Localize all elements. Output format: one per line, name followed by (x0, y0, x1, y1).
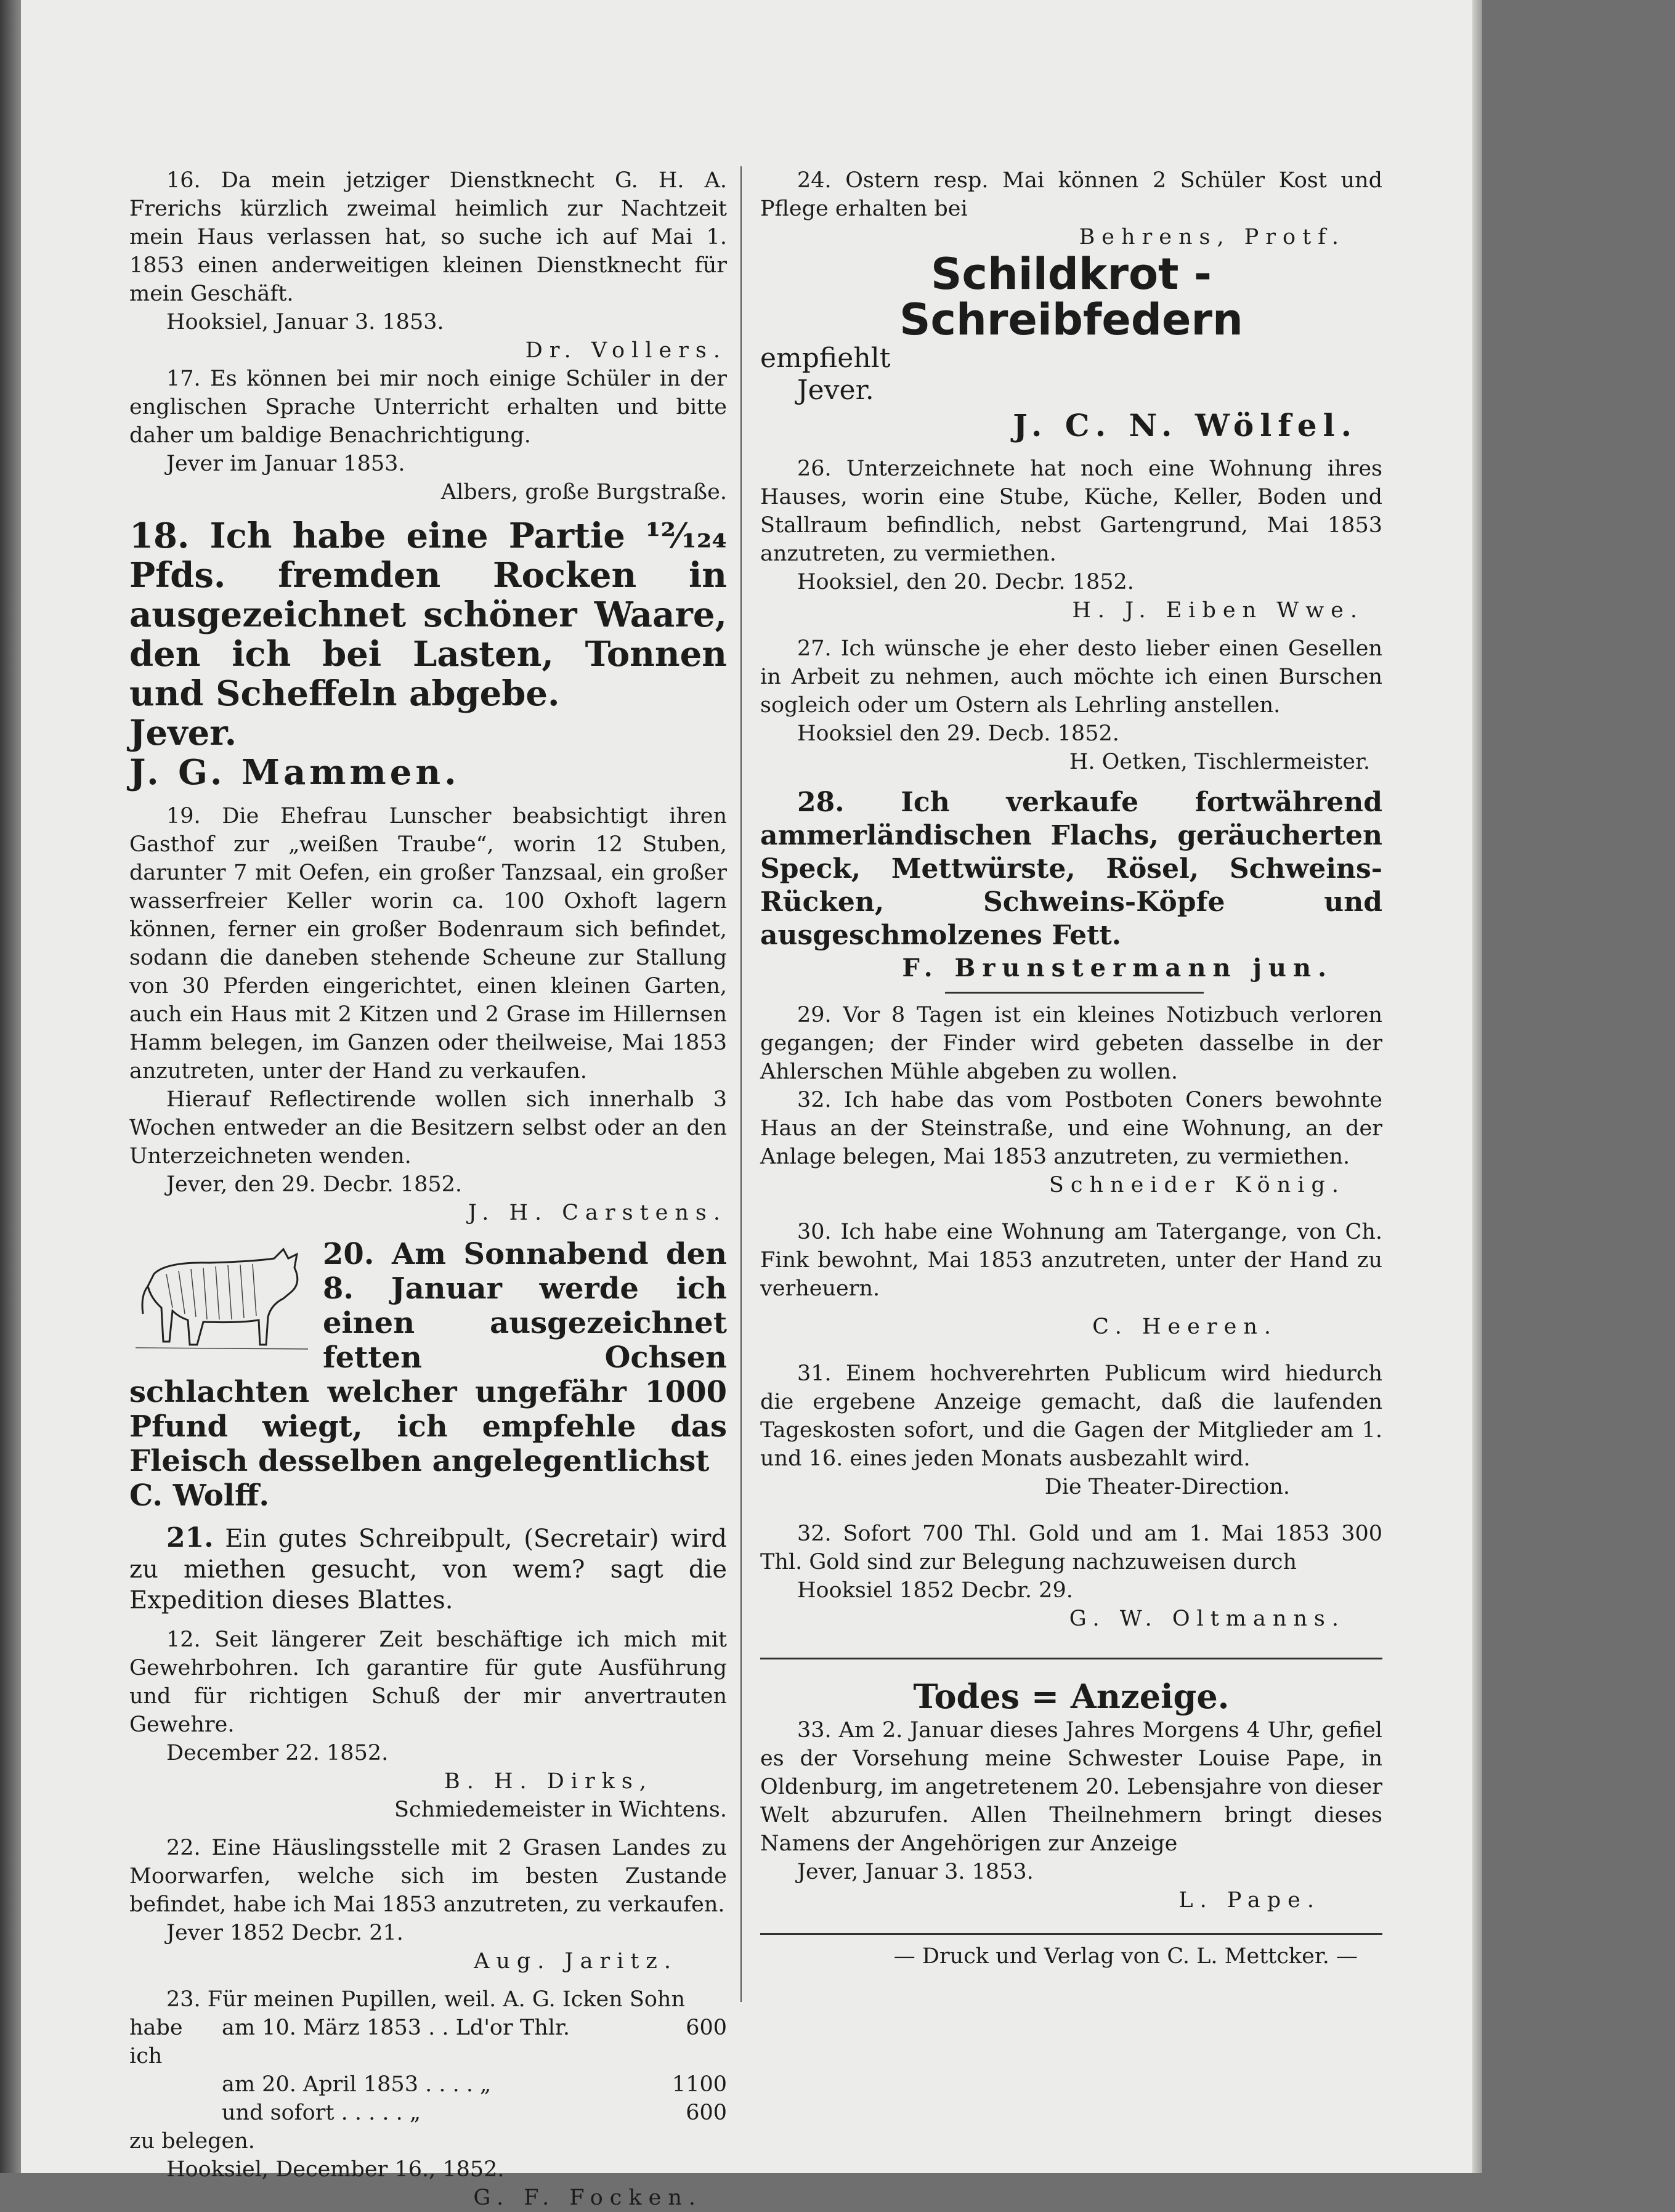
ad-26 (760, 455, 1382, 625)
ad-33-signature: L. Pape. (1178, 1888, 1321, 1913)
ad-16-signature: Dr. Vollers. (525, 338, 727, 363)
ad-17-place: Jever im Januar 1853. (166, 452, 405, 476)
ad-18 (129, 516, 727, 792)
ad-32a-signature: Schneider König. (1048, 1173, 1345, 1197)
ad-19-text: 19. Die Ehefrau Lunscher beabsichtigt ihren Gasthof zur „weißen Traube“, worin 12 Stuben, darunter 7 mit Oefen, ein großer Tanzsaal, ein großer wasserfreier Keller worin ca. 100 Oxhoft lagern können, ferner ein großer Bodenraum sich befindet, sodann die daneben stehende Scheune zur Stallung von 30 Pferden eingerichtet, einen kleinen Garten, auch ein Haus mit 2 Kitzen und 2 Grase im Hillernsen Hamm belegen, im Ganzen oder theilweise, Mai 1853 anzutreten, unter der Hand zu verkaufen. (129, 804, 727, 1084)
ad-23-row (129, 2099, 727, 2127)
ad-25-text: empfiehlt (760, 342, 891, 374)
ad-22-signature: Aug. Jaritz. (474, 1949, 678, 1974)
imprint-footer: — Druck und Verlag von C. L. Mettcker. — (893, 1944, 1358, 1969)
ad-21-text: Ein gutes Schreibpult, (Secretair) wird zu miethen gesucht, von wem? sagt die Expedition dieses Blattes. (129, 1525, 727, 1614)
ad-23-row-desc: am 20. April 1853 . . . . „ (222, 2072, 492, 2097)
ad-26-place: Hooksiel, den 20. Decbr. 1852. (797, 570, 1134, 594)
ad-19-place: Jever, den 29. Decbr. 1852. (166, 1172, 463, 1197)
ad-24-text: 24. Ostern resp. Mai können 2 Schüler Kost und Pflege erhalten bei (760, 168, 1382, 221)
ad-27-signature: H. Oetken, Tischlermeister. (1069, 750, 1370, 774)
ad-24-signature: Behrens, Protf. (1079, 225, 1345, 249)
ad-23 (129, 1985, 727, 2212)
column-divider (740, 166, 742, 2002)
ad-23-signature: G. F. Focken. (473, 2186, 702, 2210)
ad-12-signature: B. H. Dirks, (444, 1769, 653, 1794)
ad-26-text: 26. Unterzeichnete hat noch eine Wohnung ihres Hauses, worin eine Stube, Küche, Keller, Boden und Stallraum befindlich, nebst Gartengrund, Mai 1853 anzutreten, zu vermiethen. (760, 456, 1382, 566)
ad-33-place: Jever, Januar 3. 1853. (797, 1860, 1034, 1884)
ad-22 (129, 1834, 727, 1975)
ad-27-text: 27. Ich wünsche je eher desto lieber einen Gesellen in Arbeit zu nehmen, auch möchte ich einen Burschen sogleich oder um Ostern als Lehrling anstellen. (760, 636, 1382, 718)
ad-12-text: 12. Seit längerer Zeit beschäftige ich mich mit Gewehrbohren. Ich garantire für gute Ausführung und für richtigen Schuß der mir anvertrauten Gewehre. (129, 1627, 727, 1737)
ad-30 (760, 1218, 1382, 1341)
page-edge-shadow (1472, 0, 1482, 2173)
book-binding-shadow (0, 0, 21, 2173)
ad-31-signature: Die Theater-Direction. (1044, 1475, 1290, 1499)
ad-17-signature: Albers, große Burgstraße. (440, 480, 727, 504)
ad-32b-place: Hooksiel 1852 Decbr. 29. (797, 1578, 1073, 1603)
newspaper-page (21, 0, 1472, 2210)
ad-32b-signature: G. W. Oltmanns. (1069, 1606, 1345, 1631)
ad-21-number: 21. (166, 1522, 214, 1554)
ad-23-row (129, 2014, 727, 2070)
right-column (760, 166, 1382, 1971)
ad-12-signature-2: Schmiedemeister in Wichtens. (394, 1797, 727, 1822)
ad-23-row-lead: habe ich (129, 2016, 183, 2068)
ad-17 (129, 365, 727, 506)
ad-27 (760, 634, 1382, 776)
ad-16-text: 16. Da mein jetziger Dienstknecht G. H. A. Frerichs kürzlich zweimal heimlich zur Nachtzeit mein Haus verlassen hat, so suche ich auf Mai 1. 1853 einen anderweitigen kleinen Dienstknecht für mein Geschäft. (129, 168, 727, 306)
ad-26-signature: H. J. Eiben Wwe. (1072, 598, 1364, 623)
ad-12-place: December 22. 1852. (166, 1741, 389, 1765)
ad-23-row-desc: und sofort . . . . . „ (222, 2101, 421, 2125)
ad-31 (760, 1359, 1382, 1501)
ad-32b-text: 32. Sofort 700 Thl. Gold und am 1. Mai 1853 300 Thl. Gold sind zur Belegung nachzuweisen durch (760, 1521, 1382, 1574)
ox-woodcut-icon (129, 1237, 314, 1354)
ad-23-row (129, 2070, 727, 2099)
ad-22-place: Jever 1852 Decbr. 21. (166, 1921, 404, 1945)
section-rule (760, 1658, 1382, 1659)
ad-22-text: 22. Eine Häuslingsstelle mit 2 Grasen Landes zu Moorwarfen, welche sich im besten Zustande befindet, habe ich Mai 1853 anzutreten, zu verkaufen. (129, 1836, 727, 1917)
ad-32a (760, 1086, 1382, 1199)
ad-24 (760, 166, 1382, 251)
ad-32b (760, 1520, 1382, 1633)
ad-32a-text: 32. Ich habe das vom Postboten Coners bewohnte Haus an der Steinstraße, und eine Wohnung, an der Anlage belegen, Mai 1853 anzutreten, zu vermiethen. (760, 1088, 1382, 1169)
ad-19-text-2: Hierauf Reflectirende wollen sich innerhalb 3 Wochen entweder an die Besitzern selbst oder an den Unterzeichneten wenden. (129, 1087, 727, 1169)
ad-23-tail: zu belegen. (129, 2129, 255, 2153)
left-column (129, 166, 727, 2212)
ad-18-text: 18. Ich habe eine Partie ¹²⁄₁₂₄ Pfds. fremden Rocken in ausgezeichnet schöner Waare, den ich bei Lasten, Tonnen und Scheffeln abgebe. (129, 516, 727, 714)
ad-19 (129, 802, 727, 1227)
ad-16 (129, 166, 727, 365)
ad-23-row-lead (129, 2099, 222, 2127)
death-notice-heading: Todes = Anzeige. (913, 1677, 1230, 1716)
ad-30-signature: C. Heeren. (1092, 1315, 1278, 1339)
ad-29-text: 29. Vor 8 Tagen ist ein kleines Notizbuch verloren gegangen; der Finder wird gebeten dasselbe in der Ahlerschen Mühle abgeben zu wollen. (760, 1003, 1382, 1084)
ad-20-signature: C. Wolff. (129, 1478, 270, 1513)
ad-23-row-desc: am 10. März 1853 . . Ld'or Thlr. (222, 2016, 570, 2040)
ad-31-text: 31. Einem hochverehrten Publicum wird hiedurch die ergebene Anzeige gemacht, daß die laufenden Tageskosten sofort, und die Gagen der Mitglieder am 1. und 16. eines jeden Monats ausbezahlt wird. (760, 1361, 1382, 1471)
ad-23-text: 23. Für meinen Pupillen, weil. A. G. Icken Sohn (166, 1987, 686, 2012)
ad-18-place: Jever. (129, 713, 237, 753)
ad-33 (760, 1677, 1382, 1914)
section-rule (760, 1933, 1382, 1935)
section-rule (945, 992, 1204, 994)
ad-28-text: 28. Ich verkaufe fortwährend ammerländischen Flachs, geräucherten Speck, Mettwürste, Rösel, Schweins-Rücken, Schweins-Köpfe und ausgeschmolzenes Fett. (760, 787, 1382, 951)
ad-23-row-value: 600 (686, 2101, 727, 2125)
ad-23-row-value: 1100 (671, 2072, 727, 2097)
ad-23-place: Hooksiel, December 16., 1852. (166, 2157, 505, 2182)
ad-12 (129, 1626, 727, 1824)
ad-25-place: Jever. (797, 375, 874, 406)
ad-29 (760, 1001, 1382, 1086)
ad-21 (129, 1523, 727, 1616)
ad-23-row-value: 600 (686, 2016, 727, 2040)
ad-20 (129, 1237, 727, 1513)
ad-23-row-lead (129, 2070, 222, 2099)
ad-25-headline: Schildkrot - Schreibfedern (899, 249, 1243, 345)
ad-25-signature: J. C. N. Wölfel. (1013, 407, 1358, 444)
ad-33-text: 33. Am 2. Januar dieses Jahres Morgens 4 Uhr, gefiel es der Vorsehung meine Schwester Louise Pape, in Oldenburg, im angetretenem 20. Lebensjahre von dieser Welt abzurufen. Allen Theilnehmern bringt dieses Namens der Angehörigen zur Anzeige (760, 1718, 1382, 1856)
ad-28-signature: F. Brunstermann jun. (902, 954, 1333, 982)
ad-28 (760, 786, 1382, 984)
ad-20-text: 20. Am Sonnabend den 8. Januar werde ich einen ausgezeichnet fetten Ochsen schlachten welcher ungefähr 1000 Pfund wiegt, ich empfehle das Fleisch desselben angelegentlichst (129, 1237, 727, 1478)
ad-19-signature: J. H. Carstens. (468, 1201, 727, 1225)
ad-16-place: Hooksiel, Januar 3. 1853. (166, 310, 444, 334)
ad-30-text: 30. Ich habe eine Wohnung am Tatergange, von Ch. Fink bewohnt, Mai 1853 anzutreten, unter der Hand zu verheuern. (760, 1220, 1382, 1301)
ad-17-text: 17. Es können bei mir noch einige Schüler in der englischen Sprache Unterricht erhalten und bitte daher um baldige Benachrichtigung. (129, 367, 727, 448)
ad-18-signature: J. G. Mammen. (129, 752, 460, 793)
ad-27-place: Hooksiel den 29. Decb. 1852. (797, 721, 1119, 746)
ad-25 (760, 251, 1382, 445)
